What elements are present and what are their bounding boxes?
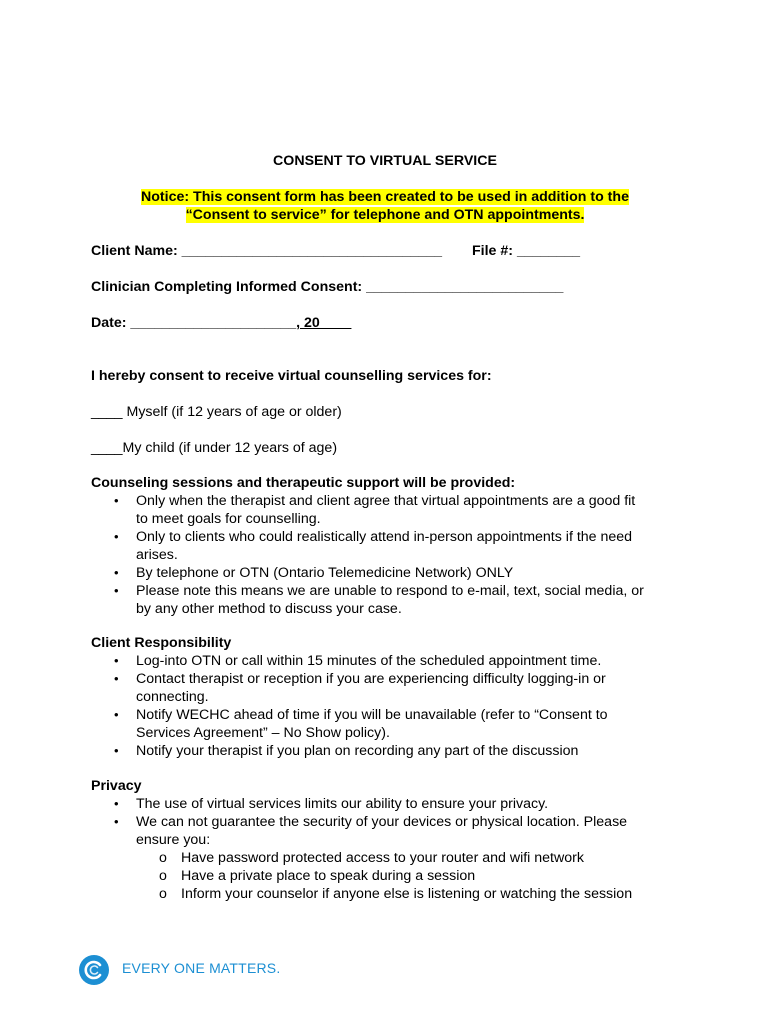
bullet-icon: • <box>114 671 119 686</box>
bullet-icon: • <box>114 796 119 811</box>
responsibility-list <box>91 652 608 760</box>
list-item: • We can not guarantee the security of your devices or physical location. Please ensure you: o Have password protected access to your router and wifi network o Have a private place to speak during a session o Inform your counselor if anyone else is listening or watching the session <box>114 814 633 902</box>
date-field[interactable] <box>91 314 351 332</box>
option-child[interactable]: ____My child (if under 12 years of age) <box>91 440 338 456</box>
client-name-field[interactable]: Client Name: _________________________________ <box>91 243 443 259</box>
sub-bullet-icon: o <box>159 850 167 866</box>
section-heading-responsibility: Client Responsibility <box>91 635 232 651</box>
list-item: • Notify your therapist if you plan on recording any part of the discussion <box>114 743 579 759</box>
list-item: • The use of virtual services limits our ability to ensure your privacy. <box>114 796 549 812</box>
list-item: • Only to clients who could realistically attend in-person appointments if the need arises. <box>114 529 633 563</box>
notice <box>0 188 770 206</box>
form-title: CONSENT TO VIRTUAL SERVICE <box>273 153 497 169</box>
bullet-icon: • <box>114 814 119 829</box>
bullet-icon: • <box>114 529 119 544</box>
option-myself[interactable]: ____ Myself (if 12 years of age or older) <box>91 404 342 420</box>
list-item: • Log-into OTN or call within 15 minutes of the scheduled appointment time. <box>114 653 602 669</box>
bullet-icon: • <box>114 493 119 508</box>
swirl-logo-icon <box>78 954 110 986</box>
sub-list-item: o Have a private place to speak during a session <box>159 868 476 884</box>
bullet-icon: • <box>114 707 119 722</box>
consent-intro: I hereby consent to receive virtual counselling services for: <box>91 368 492 384</box>
sub-bullet-icon: o <box>159 868 167 884</box>
privacy-list <box>91 795 632 903</box>
list-item: • Notify WECHC ahead of time if you will be unavailable (refer to “Consent to Services Agreement” – No Show policy). <box>114 707 608 741</box>
bullet-icon: • <box>114 653 119 668</box>
clinician-field[interactable]: Clinician Completing Informed Consent: _________________________ <box>91 279 564 295</box>
bullet-icon: • <box>114 743 119 758</box>
notice-line-2: “Consent to service” for telephone and OTN appointments. <box>185 207 585 223</box>
notice-2 <box>0 206 770 224</box>
privacy-sublist <box>136 849 632 903</box>
list-item: • By telephone or OTN (Ontario Telemedicine Network) ONLY <box>114 565 514 581</box>
list-item: • Please note this means we are unable to respond to e-mail, text, social media, or by any other method to discuss your case. <box>114 583 644 617</box>
year-field: , 20____ <box>296 315 352 331</box>
bullet-icon: • <box>114 565 119 580</box>
section-heading-counseling: Counseling sessions and therapeutic support will be provided: <box>91 475 516 491</box>
section-heading-privacy: Privacy <box>91 778 142 794</box>
notice-line-1: Notice: This consent form has been created to be used in addition to the <box>141 189 629 205</box>
list-item: • Only when the therapist and client agree that virtual appointments are a good fit to meet goals for counselling. <box>114 493 636 527</box>
file-number-field[interactable]: File #: ________ <box>472 243 581 259</box>
sub-list-item: o Inform your counselor if anyone else is listening or watching the session <box>159 886 633 902</box>
sub-bullet-icon: o <box>159 886 167 902</box>
counseling-list <box>91 492 644 618</box>
list-item: • Contact therapist or reception if you are experiencing difficulty logging-in or connecting. <box>114 671 606 705</box>
bullet-icon: • <box>114 583 119 598</box>
date-label: Date: _____________________ <box>91 315 297 331</box>
sub-list-item: o Have password protected access to your router and wifi network <box>159 850 584 866</box>
brand-tagline: EVERY ONE MATTERS. <box>122 960 281 976</box>
